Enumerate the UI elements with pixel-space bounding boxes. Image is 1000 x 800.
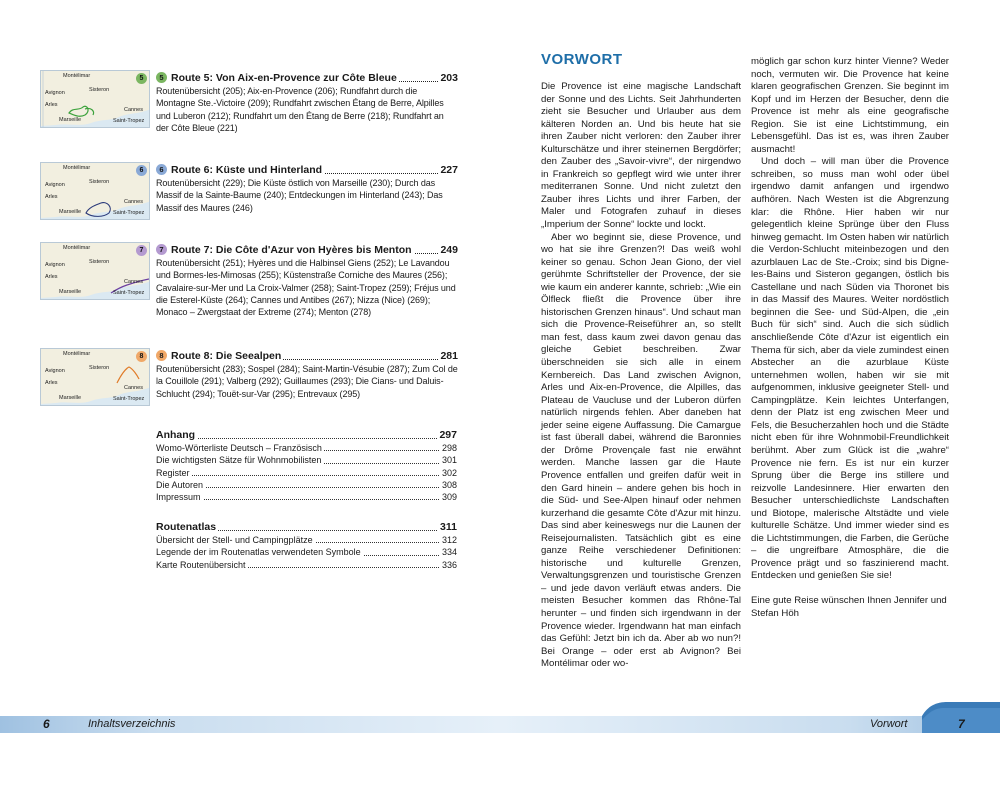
page-number-left: 6 [43,717,50,731]
route-entry-6 [40,162,460,222]
map-label-avignon: Avignon [45,90,65,96]
map-label-sisteron: Sisteron [89,179,110,185]
map-label-arles: Arles [45,102,58,108]
route-number-badge: 5 [156,72,167,83]
map-label-montelimar: Montélimar [63,73,91,79]
routenatlas-section [156,520,457,571]
route-title: Route 5: Von Aix-en-Provence zur Côte Bleue [171,72,397,84]
map-label-montelimar: Montélimar [63,165,91,171]
map-label-sttropez: Saint-Tropez [113,210,145,216]
map-label-sttropez: Saint-Tropez [113,396,145,402]
map-label-arles: Arles [45,194,58,200]
route-number-badge: 6 [156,164,167,175]
route-page-number: 281 [440,350,458,362]
map-label-cannes: Cannes [124,107,143,113]
route-title: Route 8: Die Seealpen [171,350,282,362]
route-toc-text [156,71,458,134]
paragraph: möglich gar schon kurz hinter Vienne? Weder noch, vermuten wir. Die Provence hat keine klaren geografischen Grenzen. Sie beginnt im Kopf und im Herzen der Besucher, denn die Provence ist mehr als eine geografische Region. Sie ist eine Lichtstimmung, ein Lebensgefühl. Das ist es, was ihren Zauber ausmacht! [751,56,949,155]
map-label-montelimar: Montélimar [63,351,91,357]
anhang-item: Register 302 [156,467,457,478]
map-label-marseille: Marseille [59,117,82,123]
anhang-item: Die wichtigsten Sätze für Wohnmobilisten 301 [156,455,457,466]
route-toc-text [156,349,458,400]
route-heading [156,163,458,177]
route-number-badge: 7 [156,244,167,255]
paragraph: Aber wo beginnt sie, diese Provence, und wo hat sie ihre Grenzen?! Das weiß wohl keiner so genau. Schon Jean Giono, der viel gerühmte Schriftsteller der Provence, der sie wie kaum ein anderer kannte, schrieb: „Wie ein Ölfleck fließt die Provence über ihre historischen Grenzen hinaus“. Und schaut man sich die Provence-Reiseführer an, so stellt man fest, dass kaum zwei davon genau das gleiche Gebiet beschreiben. Zwar überschneiden sie sich alle in einem Kernbereich. Das Land zwischen Avignon, Arles und Aix-en-Provence, die Alpilles, das Plateau de Vaucluse und der Luberon dürfen natürlich nirgends fehlen. Aber daneben hat jeder seine eigene Auffassung. Die Camargue ist fast überall dabei, während die Baronnies der Drôme Provençale fast nie erwähnt werden. Manche lassen gar die Haute Provence entfallen und greifen dafür weit in den Gard hinein – andere gehen bis hoch in die Süd- und See-Alpen hinauf oder nehmen kurzerhand die gesamte Côte d'Azur mit hinzu. Das sind aber keineswegs nur die Launen der Reisejournalisten. Tatsächlich gibt es eine ganze Reihe verschiedener Definitionen: historische und kulturelle Grenzen, Verwaltungsgrenzen und touristische Grenzen – und jede davon verläuft etwas anders. Die meisten Besucher kommen das Rhône-Tal herunter – und finden sich irgendwann in der Provence wieder. Irgendwann hat man einfach das Gefühl: Jetzt bin ich da. Aber ab wo nun?! Bei Orange – oder erst ab Avignon? Bei Montélimar oder wo- [541,231,741,670]
anhang-item: Impressum 309 [156,492,457,503]
route-map-thumbnail [40,242,150,300]
anhang-heading: Anhang 297 [156,429,457,441]
map-label-arles: Arles [45,274,58,280]
map-label-marseille: Marseille [59,395,82,401]
route-number-badge: 7 [136,245,147,256]
route-page-number: 203 [440,72,458,84]
map-label-arles: Arles [45,380,58,386]
routenatlas-heading: Routenatlas 311 [156,521,457,533]
footer-label-right: Vorwort [870,718,908,730]
route-contents: Routenübersicht (283); Sospel (284); Saint-Martin-Vésubie (287); Zum Col de la Couillole (291); Valberg (292); Guillaumes (293); Die Cians- und Daluis-Schlucht (294); Touët-sur-Var (295); Entrevaux (295) [156,364,458,399]
route-entry-8 [40,348,460,408]
anhang-section [156,428,457,503]
map-label-marseille: Marseille [59,209,82,215]
map-label-sisteron: Sisteron [89,259,110,265]
route-number-badge: 5 [136,73,147,84]
route-map-thumbnail [40,70,150,128]
footer-label-left: Inhaltsverzeichnis [88,718,176,730]
route-page-number: 249 [440,244,458,256]
route-number-badge: 6 [136,165,147,176]
route-map-thumbnail [40,162,150,220]
route-heading [156,71,458,85]
route-toc-text [156,163,458,214]
map-label-cannes: Cannes [124,279,143,285]
route-title: Route 6: Küste und Hinterland [171,164,323,176]
map-label-cannes: Cannes [124,385,143,391]
map-label-sisteron: Sisteron [89,365,110,371]
page-title: VORWORT [541,51,623,68]
route-number-badge: 8 [156,350,167,361]
route-entry-7 [40,242,460,322]
route-page-number: 227 [440,164,458,176]
signature-line: Eine gute Reise wünschen Ihnen Jennifer und Stefan Höh [751,594,947,619]
paragraph: Und doch – will man über die Provence schreiben, so muss man wohl oder übel irgendwo damit anfangen und irgendwo aufhören. Nach Westen ist die Abgrenzung klar: die Rhône. Hier haben wir nur gelegentlich kleine Sprünge über den Fluss hinweg gemacht. Im Osten haben wir natürlich die Verdon-Schlucht miteinbezogen und den azurblauen Lac de Ste.-Croix; sind bis Digne-les-Bains und Sisteron gegangen, östlich bis Castellane und nach Süden via Thoronet bis in das Massif des Maures. Weiter nordöstlich beginnen die See- und Süd-Alpen, die „ein Buch für sich“ sind. Auch die sich südlich anschließende Côte d'Azur ist eigentlich ein Thema für sich, aber da viele zumindest einen Abstecher an die azurblaue Küste unternehmen wollen, haben wir sie mit aufgenommen, inklusive geeigneter Stell- und Campingplätze. Kein leichtes Unterfangen, denn der Platz ist eng zwischen Meer und Fels, die Besucherzahlen hoch und die Städte nicht eben für ihre Wohnmobil-Freundlichkeit berühmt. Aber zum Glück ist die „wahre“ Provence nie fern. Es ist nur ein kurzer Sprung über die Berge ins stillere und reizvolle Landesinnere. Hier erwarten den Besucher unterschiedlichste Landschaften und Biotope, malerische Altstädte und viele kulturelle Schätze. Und immer wieder sind es die Lichtstimmungen, die Farben, die Gerüche – die ungreifbare Atmosphäre, die die Provence prägt und so faszinierend macht. Entdecken und genießen Sie sie! [751,156,949,582]
map-label-sttropez: Saint-Tropez [113,290,145,296]
map-label-avignon: Avignon [45,262,65,268]
page-number-right: 7 [958,717,965,731]
route-entry-5 [40,70,460,150]
route-map-thumbnail [40,348,150,406]
routenatlas-item: Legende der im Routenatlas verwendeten Symbole 334 [156,547,457,558]
map-label-avignon: Avignon [45,182,65,188]
map-label-avignon: Avignon [45,368,65,374]
route-number-badge: 8 [136,351,147,362]
map-label-sisteron: Sisteron [89,87,110,93]
map-label-marseille: Marseille [59,289,82,295]
map-label-montelimar: Montélimar [63,245,91,251]
anhang-item: Die Autoren 308 [156,479,457,490]
map-label-sttropez: Saint-Tropez [113,118,145,124]
vorwort-column-2 [751,56,949,620]
route-contents: Routenübersicht (251); Hyères und die Halbinsel Giens (252); Le Lavandou und Bormes-les-Mimosas (255); Küstenstraße Corniche des Maures (256); Cavalaire-sur-Mer und La Croix-Valmer (258); Saint-Tropez (259); Fréjus und die Esterel-Küste (264); Cannes und Antibes (267); Nizza (Nice) (269); Monaco – Zwergstaat der Extreme (274); Menton (278) [156,258,456,318]
route-contents: Routenübersicht (229); Die Küste östlich von Marseille (230); Durch das Massif de la Sainte-Baume (240); Entdeckungen im Hinterland (243); Das Massif des Maures (246) [156,178,443,213]
route-heading [156,349,458,363]
route-contents: Routenübersicht (205); Aix-en-Provence (206); Rundfahrt durch die Montagne Ste.-Victoire (209); Rundfahrt zwischen Étang de Berre, Alpilles und Luberon (212); Rundfahrt um den Étang de Berre (218); Rundfahrt an der Côte Bleue (221) [156,86,444,133]
footer-bar-left [0,716,500,733]
anhang-item: Womo-Wörterliste Deutsch – Französisch 298 [156,443,457,453]
paragraph: Die Provence ist eine magische Landschaft der Sonne und des Lichts. Seit Jahrhunderten zieht sie Besucher und Urlauber aus dem kälteren Norden an. Und bis heute hat sie ihren Zauber nicht verloren: den Zauber ihrer Kulturschätze und ihrer steinernen Bergdörfer; den Zauber des „Savoir-vivre“, der nirgendwo in Frankreich so gepflegt wird wie unter ihrer mediterranen Sonne. Und nicht zuletzt den Zauber ihres Lichts und ihrer Farben, der Maler und Fotografen zuhauf in dieses „Imperium der Sonne“ lockte und lockt. [541,81,741,231]
route-title: Route 7: Die Côte d'Azur von Hyères bis Menton [171,244,412,256]
routenatlas-item: Karte Routenübersicht 336 [156,559,457,570]
vorwort-column-1 [541,81,741,671]
routenatlas-item: Übersicht der Stell- und Campingplätze 312 [156,535,457,545]
route-toc-text [156,243,458,318]
map-label-cannes: Cannes [124,199,143,205]
route-heading [156,243,458,257]
